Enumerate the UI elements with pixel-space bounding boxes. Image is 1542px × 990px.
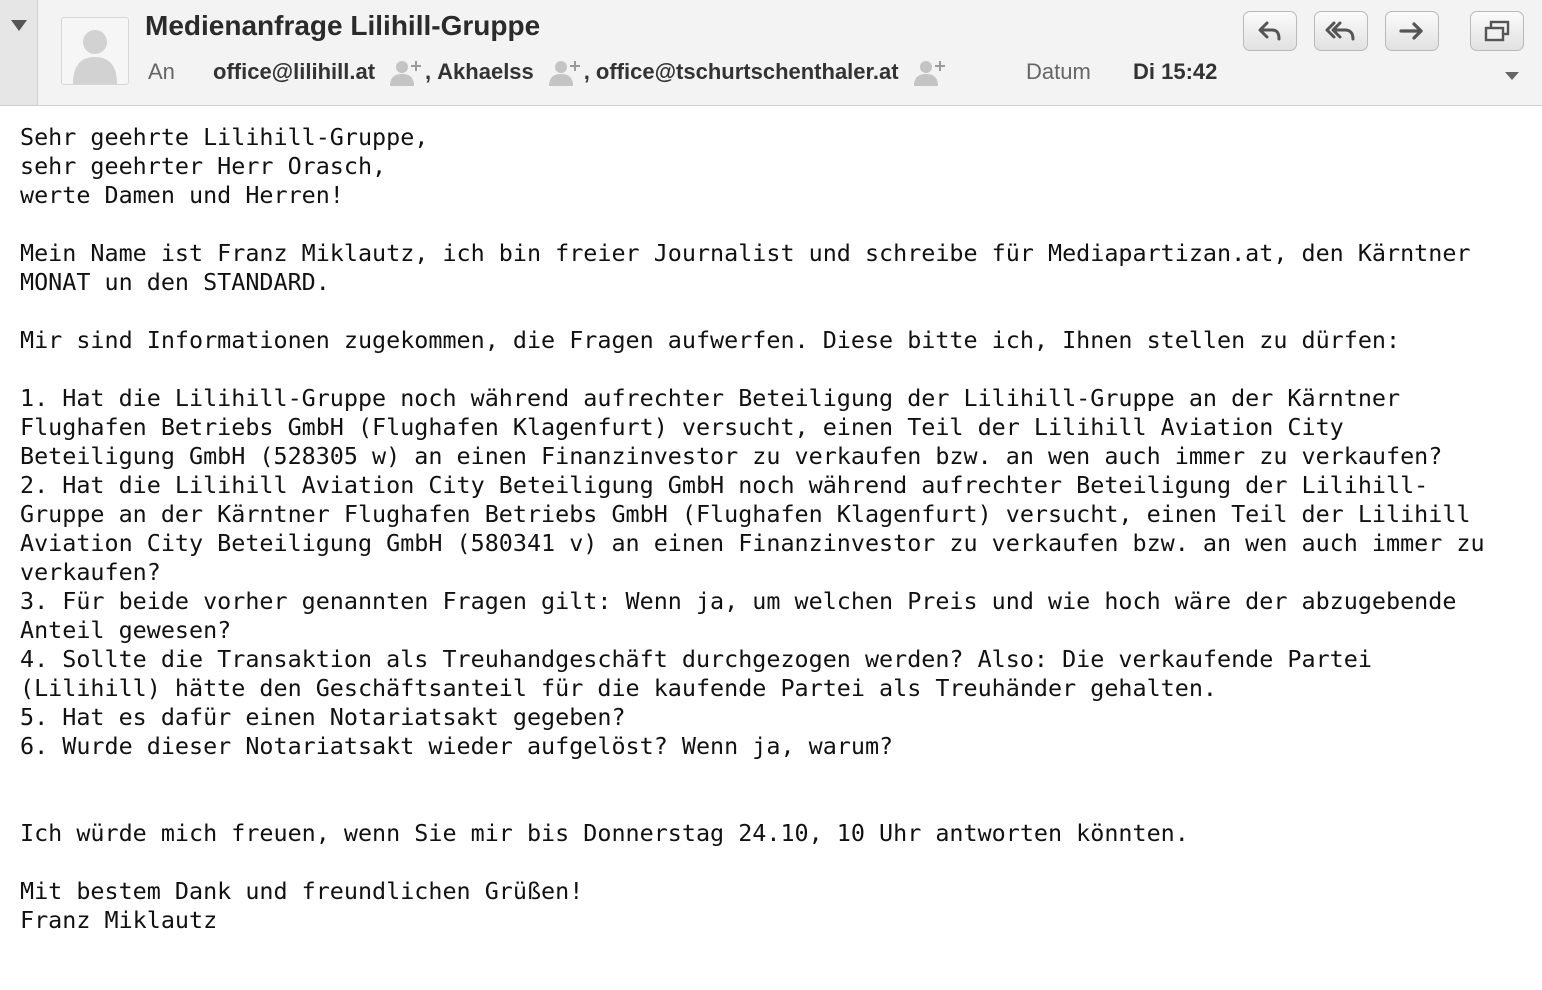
body-line: Anteil gewesen? [20,616,232,644]
person-silhouette-icon [62,18,128,84]
open-in-window-button[interactable] [1470,11,1524,51]
reply-button[interactable] [1243,11,1297,51]
date-label: Datum [1026,59,1091,84]
body-line: 2. Hat die Lilihill Aviation City Beteiligung GmbH noch während aufrechter Beteiligung der Lilihill- [20,471,1429,499]
message-header [0,0,1542,106]
add-contact-icon[interactable] [389,57,423,87]
date-value: Di 15:42 [1133,59,1218,84]
reply-icon [1257,20,1283,42]
body-line: 6. Wurde dieser Notariatsakt wieder aufgelöst? Wenn ja, warum? [20,732,894,760]
body-line: Flughafen Betriebs GmbH (Flughafen Klagenfurt) versucht, einen Teil der Lilihill Aviation City [20,413,1344,441]
reply-all-icon [1325,20,1357,42]
body-line [20,761,1530,790]
add-contact-icon[interactable] [548,57,582,87]
body-line [20,210,1530,239]
add-contact-icon[interactable] [913,57,947,87]
recipient-list [213,55,949,89]
to-label: An [148,59,175,84]
header-collapse-toggle[interactable] [0,0,38,105]
body-line: Gruppe an der Kärntner Flughafen Betriebs GmbH (Flughafen Klagenfurt) versucht, einen Teil der Lilihill [20,500,1471,528]
recipient-separator: , [425,59,432,84]
body-line [20,848,1530,877]
more-options-chevron-icon[interactable] [1505,72,1519,80]
recipient-1[interactable]: office@lilihill.at [213,59,376,84]
body-line [20,790,1530,819]
open-in-window-icon [1483,20,1511,42]
chevron-down-icon [11,20,27,31]
body-line [20,355,1530,384]
body-line: Mir sind Informationen zugekommen, die Fragen aufwerfen. Diese bitte ich, Ihnen stellen zu dürfen: [20,326,1401,354]
body-line: Mein Name ist Franz Miklautz, ich bin freier Journalist und schreibe für Mediapartizan.at, den Kärntner [20,239,1471,267]
body-line: Mit bestem Dank und freundlichen Grüßen! [20,877,584,905]
body-line: Franz Miklautz [20,906,218,934]
body-line: verkaufen? [20,558,161,586]
body-line: Ich würde mich freuen, wenn Sie mir bis Donnerstag 24.10, 10 Uhr antworten könnten. [20,819,1189,847]
body-line: sehr geehrter Herr Orasch, [20,152,387,180]
body-line: werte Damen und Herren! [20,181,344,209]
body-line: Beteiligung GmbH (528305 w) an einen Finanzinvestor zu verkaufen bzw. an wen auch immer zu verkaufen? [20,442,1443,470]
body-line [20,297,1530,326]
sender-avatar [61,17,129,85]
forward-button[interactable] [1385,11,1439,51]
recipient-3[interactable]: office@tschurtschenthaler.at [595,59,899,84]
recipient-separator: , [583,59,590,84]
email-body [20,123,1530,935]
recipient-2[interactable]: Akhaelss [437,59,534,84]
body-line: 3. Für beide vorher genannten Fragen gilt: Wenn ja, um welchen Preis und wie hoch wäre der abzugebende [20,587,1457,615]
body-line: MONAT un den STANDARD. [20,268,330,296]
reply-all-button[interactable] [1314,11,1368,51]
body-line: 1. Hat die Lilihill-Gruppe noch während aufrechter Beteiligung der Lilihill-Gruppe an der Kärntner [20,384,1401,412]
forward-icon [1398,20,1426,42]
body-line: Aviation City Beteiligung GmbH (580341 v) an einen Finanzinvestor zu verkaufen bzw. an wen auch immer zu [20,529,1485,557]
body-line: 4. Sollte die Transaktion als Treuhandgeschäft durchgezogen werden? Also: Die verkaufende Partei [20,645,1372,673]
body-line: Sehr geehrte Lilihill-Gruppe, [20,123,429,151]
email-subject: Medienanfrage Lilihill-Gruppe [145,10,541,41]
body-line: 5. Hat es dafür einen Notariatsakt gegeben? [20,703,626,731]
body-line: (Lilihill) hätte den Geschäftsanteil für die kaufende Partei als Treuhänder gehalten. [20,674,1217,702]
